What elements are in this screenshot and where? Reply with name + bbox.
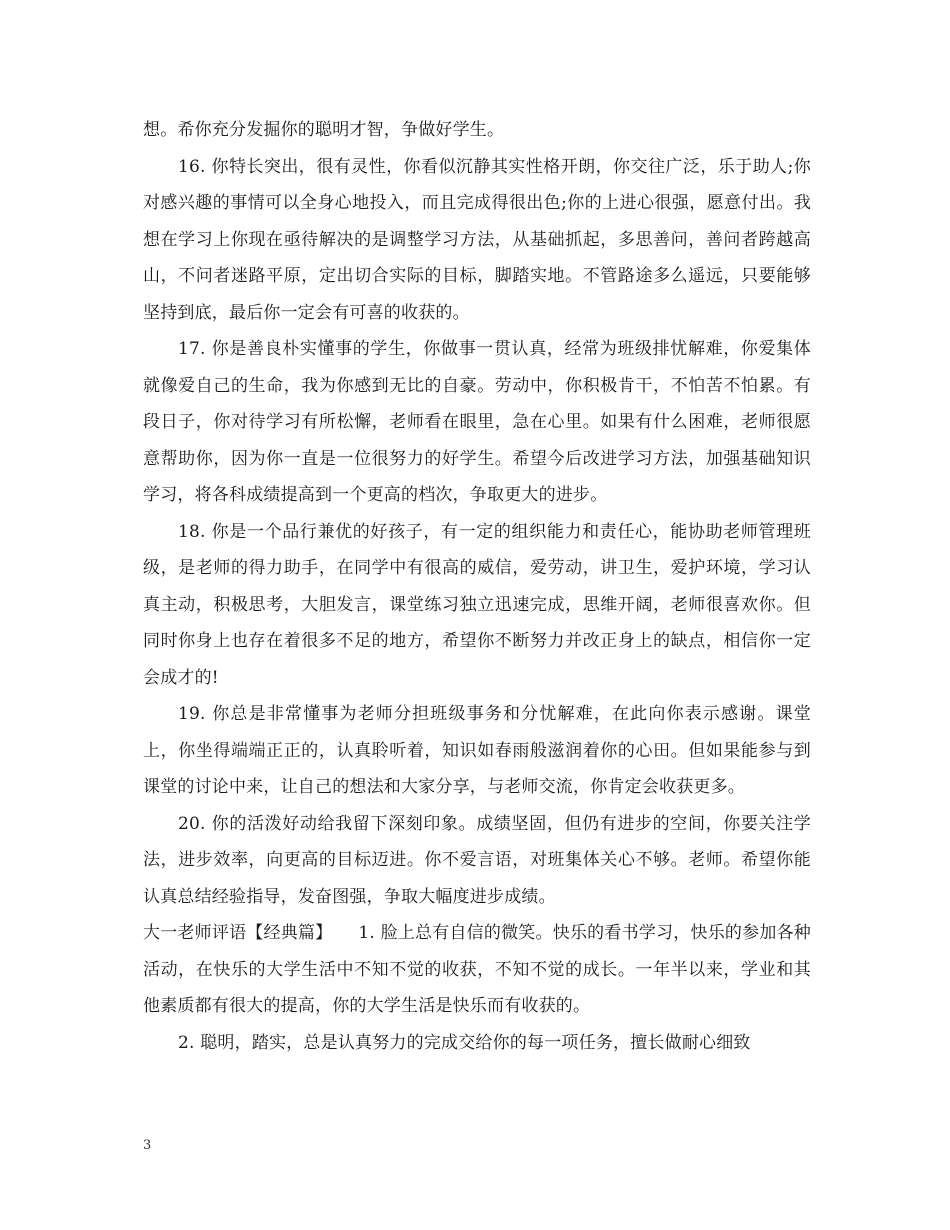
document-body xyxy=(143,112,811,1061)
paragraph-18: 18. 你是一个品行兼优的好孩子，有一定的组织能力和责任心，能协助老师管理班级，是老师的得力助手，在同学中有很高的威信，爱劳动，讲卫生，爱护环境，学习认真主动，积极思考，大胆发言，课堂练习独立迅速完成，思维开阔，老师很喜欢你。但同时你身上也存在着很多不足的地方，希望你不断努力并改正身上的缺点，相信你一定会成才的! xyxy=(143,521,811,688)
paragraph-19: 19. 你总是非常懂事为老师分担班级事务和分忧解难，在此向你表示感谢。课堂上，你坐得端端正正的，认真聆听着，知识如春雨般滋润着你的心田。但如果能参与到课堂的讨论中来，让自己的想法和大家分享，与老师交流，你肯定会收获更多。 xyxy=(143,704,811,797)
paragraph-continuation: 想。希你充分发掘你的聪明才智，争做好学生。 xyxy=(143,120,505,140)
paragraph-17: 17. 你是善良朴实懂事的学生，你做事一贯认真，经常为班级排忧解难，你爱集体就像爱自己的生命，我为你感到无比的自豪。劳动中，你积极肯干，不怕苦不怕累。有段日子，你对待学习有所松懈，老师看在眼里，急在心里。如果有什么困难，老师很愿意帮助你，因为你一直是一位很努力的好学生。希望今后改进学习方法，加强基础知识学习，将各科成绩提高到一个更高的档次，争取更大的进步。 xyxy=(143,339,811,505)
paragraph-16: 16. 你特长突出，很有灵性，你看似沉静其实性格开朗，你交往广泛，乐于助人;你对感兴趣的事情可以全身心地投入，而且完成得很出色;你的上进心很强，愿意付出。我想在学习上你现在亟待解决的是调整学习方法，从基础抓起，多思善问，善问者跨越高山，不问者迷路平原，定出切合实际的目标，脚踏实地。不管路途多么遥远，只要能够坚持到底，最后你一定会有可喜的收获的。 xyxy=(143,156,811,323)
paragraph-20: 20. 你的活泼好动给我留下深刻印象。成绩坚固，但仍有进步的空间，你要关注学法，进步效率，向更高的目标迈进。你不爱言语，对班集体关心不够。老师。希望你能认真总结经验指导，发奋图强，争取大幅度进步成绩。 xyxy=(143,813,811,907)
paragraph-classic-2: 2. 聪明，踏实，总是认真努力的完成交给你的每一项任务，擅长做耐心细致 xyxy=(178,1032,751,1053)
page-number: 3 xyxy=(143,1138,152,1153)
paragraph-classic-heading-1: 大一老师评语【经典篇】 1. 脸上总有自信的微笑。快乐的看书学习，快乐的参加各种活动，在快乐的大学生活中不知不觉的收获，不知不觉的成长。一年半以来，学业和其他素质都有很大的提高，你的大学生活是快乐而有收获的。 xyxy=(143,923,811,1016)
